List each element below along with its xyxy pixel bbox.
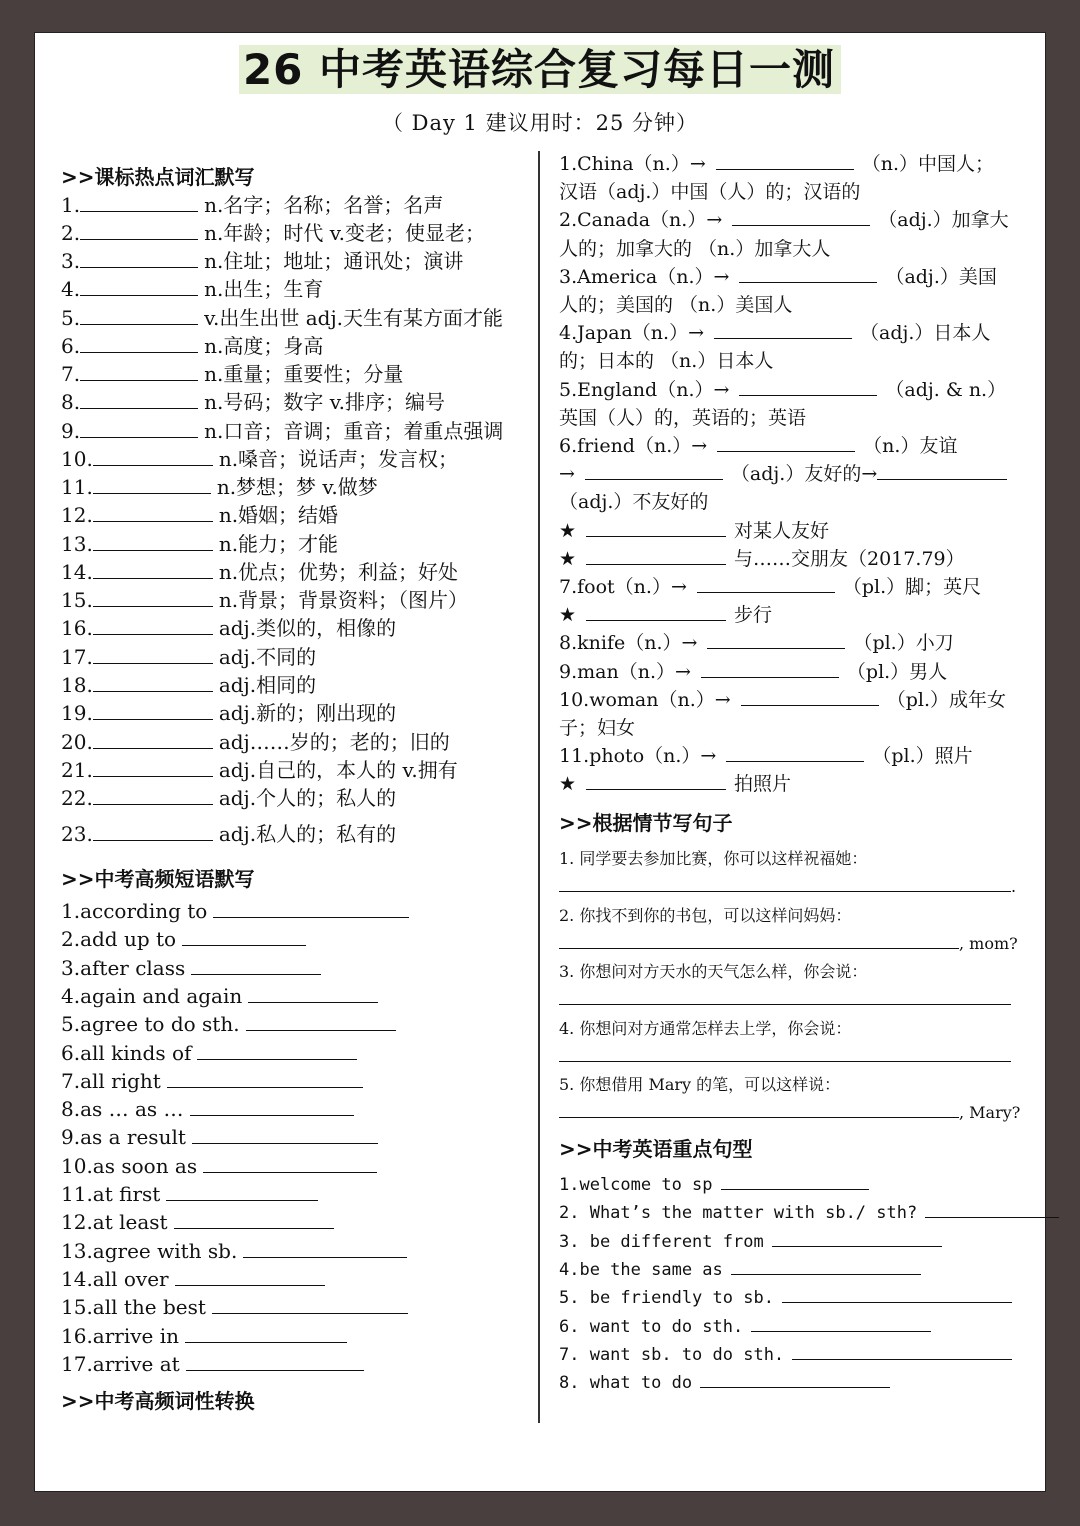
phrase-answer-blank[interactable] xyxy=(246,1012,396,1031)
pattern-text: 5. be friendly to sb. xyxy=(559,1288,774,1309)
phrase-answer-blank[interactable] xyxy=(185,1324,347,1343)
vocab-meaning: n.嗓音；说话声；发言权； xyxy=(218,447,459,471)
phrase-item xyxy=(61,954,321,982)
vocab-item xyxy=(61,728,450,756)
phrase-answer-blank[interactable] xyxy=(213,899,409,918)
phrase-item xyxy=(61,1180,318,1208)
vocab-answer-blank[interactable] xyxy=(93,730,213,749)
vocab-meaning: n.优点；优势；利益；好处 xyxy=(218,560,459,584)
vocab-meaning: n.重量；重要性；分量 xyxy=(204,362,404,386)
phrase-text: 14.all over xyxy=(61,1266,169,1291)
phrase-text: 6.all kinds of xyxy=(61,1040,192,1065)
subtitle: （ Day 1 建议用时：25 分钟） xyxy=(381,111,698,135)
vocab-answer-blank[interactable] xyxy=(93,758,213,777)
conversion-item xyxy=(559,432,957,460)
vocab-meaning: n.婚姻；结婚 xyxy=(218,503,339,527)
pattern-text: 2. What’s the matter with sb./ sth? xyxy=(559,1203,918,1224)
vocab-answer-blank[interactable] xyxy=(80,362,198,381)
vocab-item xyxy=(61,219,485,247)
conversion-answer-blank[interactable] xyxy=(697,574,835,593)
vocab-answer-blank[interactable] xyxy=(93,588,213,607)
conversion-item xyxy=(559,686,1006,714)
conversion-answer-blank[interactable] xyxy=(585,461,723,480)
vocab-item xyxy=(61,530,338,558)
vocab-answer-blank[interactable] xyxy=(93,475,211,494)
vocab-meaning: n.名字；名称；名誉；名声 xyxy=(204,193,444,217)
vocab-answer-blank[interactable] xyxy=(93,503,213,522)
pattern-text: 3. be different from xyxy=(559,1231,764,1252)
sentence-ending: . xyxy=(1011,877,1017,896)
phrase-text: 2.add up to xyxy=(61,927,177,952)
conversion-item xyxy=(559,404,806,432)
sentence-answer-blank[interactable] xyxy=(559,1099,959,1118)
vocab-answer-blank[interactable] xyxy=(80,221,198,240)
vocab-item xyxy=(61,304,503,332)
phrase-answer-blank[interactable] xyxy=(186,1352,364,1371)
section-title-phrases: >>中考高频短语默写 xyxy=(61,867,255,891)
conversion-answer-blank[interactable] xyxy=(586,546,726,565)
conversion-answer-blank[interactable] xyxy=(732,207,870,226)
conversion-prompt: ★ xyxy=(559,519,577,542)
conversion-meaning: （n.）友谊 xyxy=(863,435,958,457)
sentence-answer xyxy=(559,930,1018,958)
sentence-prompt: 2. 你找不到你的书包，可以这样问妈妈： xyxy=(559,905,852,925)
vocab-number: 7. xyxy=(61,362,81,386)
phrase-text: 3.after class xyxy=(61,955,186,980)
conversion-meaning: 拍照片 xyxy=(734,773,792,796)
vocab-item xyxy=(61,614,396,642)
vocab-item xyxy=(61,247,463,275)
conversion-item xyxy=(559,376,1006,404)
conversion-meaning: （pl.）照片 xyxy=(872,745,973,768)
vocab-answer-blank[interactable] xyxy=(93,560,213,579)
phrase-text: 15.all the best xyxy=(61,1295,206,1320)
vocab-answer-blank[interactable] xyxy=(80,193,198,212)
conversion-item xyxy=(559,742,973,770)
sentence-answer xyxy=(559,986,1011,1014)
section-title-patterns: >>中考英语重点句型 xyxy=(559,1137,753,1161)
phrase-text: 12.at least xyxy=(61,1210,168,1235)
conversion-prompt: 4.Japan（n.）→ xyxy=(559,322,704,345)
conversion-meaning: 与……交朋友（2017.79） xyxy=(734,547,965,570)
phrase-item xyxy=(61,1322,347,1350)
conversion-prompt: → xyxy=(559,463,575,486)
conversion-answer-blank[interactable] xyxy=(877,461,1007,480)
phrase-answer-blank[interactable] xyxy=(190,1097,354,1116)
phrase-item xyxy=(61,982,378,1010)
conversion-meaning: （n.）中国人； xyxy=(861,153,995,175)
conversion-item xyxy=(559,714,635,742)
vocab-number: 4. xyxy=(61,277,81,301)
vocab-meaning: v.出生出世 adj.天生有某方面才能 xyxy=(204,306,504,330)
vocab-answer-blank[interactable] xyxy=(93,616,213,635)
conversion-prompt: ★ xyxy=(559,547,577,570)
phrase-answer-blank[interactable] xyxy=(243,1239,407,1258)
phrase-item xyxy=(61,1293,408,1321)
vocab-item xyxy=(61,332,323,360)
phrase-answer-blank[interactable] xyxy=(175,1267,325,1286)
vocab-meaning: n.年龄；时代 v.变老；使显老； xyxy=(204,221,485,245)
conversion-meaning: 对某人友好 xyxy=(734,519,830,542)
vocab-item xyxy=(61,699,396,727)
vocab-answer-blank[interactable] xyxy=(80,334,198,353)
vocab-number: 13. xyxy=(61,532,93,556)
phrase-text: 8.as … as … xyxy=(61,1097,184,1122)
title-text: 26 中考英语综合复习每日一测 xyxy=(239,45,841,94)
conversion-item xyxy=(559,460,1007,488)
phrase-text: 11.at first xyxy=(61,1182,161,1206)
sentence-answer xyxy=(559,1099,1020,1127)
vocab-answer-blank[interactable] xyxy=(93,645,213,664)
vocab-answer-blank[interactable] xyxy=(80,419,198,438)
conversion-item xyxy=(559,488,708,516)
conversion-prompt: 5.England（n.）→ xyxy=(559,378,730,401)
vocab-meaning: n.背景；背景资料；（图片） xyxy=(218,588,469,612)
phrase-item xyxy=(61,1152,377,1180)
vocab-answer-blank[interactable] xyxy=(93,822,213,841)
phrase-answer-blank[interactable] xyxy=(182,927,306,946)
vocab-number: 1. xyxy=(61,193,81,217)
conversion-prompt: 6.friend（n.）→ xyxy=(559,435,708,457)
pattern-text: 1.welcome to sp xyxy=(559,1175,713,1195)
vocab-number: 18. xyxy=(61,673,93,697)
vocab-meaning: adj.个人的；私人的 xyxy=(218,786,397,810)
vocab-item xyxy=(61,445,458,473)
conversion-item xyxy=(559,150,994,178)
vocab-number: 20. xyxy=(61,730,93,754)
worksheet xyxy=(34,32,1046,1492)
vocab-item xyxy=(61,586,468,614)
page-title xyxy=(35,45,1045,95)
pattern-answer-blank[interactable] xyxy=(772,1228,942,1247)
phrase-text: 5.agree to do sth. xyxy=(61,1012,240,1037)
conversion-prompt: 10.woman（n.）→ xyxy=(559,688,731,711)
conversion-item xyxy=(559,178,860,206)
phrase-text: 17.arrive at xyxy=(61,1351,180,1376)
pattern-text: 6. want to do sth. xyxy=(559,1316,744,1337)
phrase-text: 10.as soon as xyxy=(61,1153,198,1178)
phrase-item xyxy=(61,1208,334,1236)
conversion-prompt: ★ xyxy=(559,604,577,627)
vocab-item xyxy=(61,275,323,303)
vocab-item xyxy=(61,671,316,699)
conversion-meaning: （adj.）加拿大 xyxy=(878,209,1009,232)
sentence-prompt: 1. 同学要去参加比赛，你可以这样祝福她： xyxy=(559,849,868,868)
vocab-number: 10. xyxy=(61,447,93,471)
conversion-answer-blank[interactable] xyxy=(717,433,855,452)
phrase-answer-blank[interactable] xyxy=(203,1154,377,1173)
pattern-item xyxy=(559,1313,931,1341)
conversion-prompt: 11.photo（n.）→ xyxy=(559,745,717,768)
phrase-answer-blank[interactable] xyxy=(212,1295,408,1314)
vocab-answer-blank[interactable] xyxy=(80,249,198,268)
sentence-ending: , mom? xyxy=(959,933,1018,953)
phrase-item xyxy=(61,1039,357,1067)
conversion-prompt: 英国（人）的，英语的；英语 xyxy=(559,406,807,429)
vocab-number: 2. xyxy=(61,221,81,245)
pattern-answer-blank[interactable] xyxy=(782,1284,1012,1303)
vocab-meaning: adj.新的；刚出现的 xyxy=(218,701,397,725)
phrase-item xyxy=(61,897,409,925)
vocab-item xyxy=(61,473,378,501)
phrase-item xyxy=(61,1067,363,1095)
pattern-item xyxy=(559,1228,942,1256)
vocab-number: 12. xyxy=(61,503,93,527)
vocab-meaning: n.住址；地址；通讯处；演讲 xyxy=(204,249,464,273)
vocab-meaning: adj.相同的 xyxy=(218,673,317,697)
conversion-prompt: ★ xyxy=(559,773,577,796)
pattern-answer-blank[interactable] xyxy=(751,1313,931,1332)
conversion-prompt: 汉语（adj.）中国（人）的；汉语的 xyxy=(559,181,861,204)
conversion-answer-blank[interactable] xyxy=(586,518,726,537)
conversion-prompt: 2.Canada（n.）→ xyxy=(559,209,723,232)
section-title-conversion: >>中考高频词性转换 xyxy=(61,1389,255,1413)
vocab-answer-blank[interactable] xyxy=(93,701,213,720)
conversion-meaning: （pl.）成年女 xyxy=(886,688,1006,711)
sentence-answer-blank[interactable] xyxy=(559,1043,1011,1062)
section-title-sentences: >>根据情节写句子 xyxy=(559,811,733,835)
pattern-answer-blank[interactable] xyxy=(925,1199,1059,1218)
pattern-item xyxy=(559,1369,890,1397)
vocab-number: 15. xyxy=(61,588,93,612)
vocab-number: 6. xyxy=(61,334,81,358)
phrase-answer-blank[interactable] xyxy=(197,1041,357,1060)
vocab-meaning: adj.不同的 xyxy=(218,645,317,669)
conversion-meaning: （pl.）男人 xyxy=(846,660,948,683)
phrase-item xyxy=(61,1265,325,1293)
vocab-item xyxy=(61,756,458,784)
sentence-answer xyxy=(559,1043,1011,1071)
conversion-item xyxy=(559,235,830,263)
phrase-item xyxy=(61,1237,407,1265)
vocab-item xyxy=(61,360,403,388)
vocab-item xyxy=(61,388,445,416)
vocab-number: 14. xyxy=(61,560,93,584)
vocab-item xyxy=(61,558,458,586)
conversion-meaning: （adj.）日本人 xyxy=(860,322,991,345)
phrase-item xyxy=(61,1350,364,1378)
vocab-meaning: n.口音；音调；重音；着重点强调 xyxy=(204,419,504,443)
vocab-item xyxy=(61,784,396,812)
sentence-prompt: 5. 你想借用 Mary 的笔，可以这样说： xyxy=(559,1075,841,1094)
phrase-text: 7.all right xyxy=(61,1068,161,1093)
conversion-item xyxy=(559,573,981,601)
phrase-item xyxy=(61,1123,378,1151)
conversion-meaning: （adj. & n.） xyxy=(885,378,1007,401)
conversion-answer-blank[interactable] xyxy=(707,630,845,649)
conversion-answer-blank[interactable] xyxy=(739,264,877,283)
conversion-item xyxy=(559,629,954,657)
conversion-meaning: （pl.）小刀 xyxy=(853,632,954,655)
conversion-answer-blank[interactable] xyxy=(726,743,864,762)
conversion-meaning: （adj.）美国 xyxy=(885,265,997,288)
phrase-answer-blank[interactable] xyxy=(166,1182,318,1201)
vocab-meaning: n.出生；生育 xyxy=(204,277,324,301)
vocab-number: 22. xyxy=(61,786,93,810)
sentence-answer-blank[interactable] xyxy=(559,930,959,949)
phrase-answer-blank[interactable] xyxy=(191,956,321,975)
conversion-item xyxy=(559,601,772,629)
conversion-item xyxy=(559,206,1009,234)
conversion-item xyxy=(559,545,965,573)
vocab-number: 16. xyxy=(61,616,93,640)
conversion-item xyxy=(559,658,947,686)
vocab-item xyxy=(61,820,396,848)
vocab-item xyxy=(61,643,316,671)
pattern-item xyxy=(559,1341,1012,1369)
conversion-answer-blank[interactable] xyxy=(741,687,879,706)
conversion-prompt: 人的；加拿大的 （n.）加拿大人 xyxy=(559,237,831,260)
pattern-text: 7. want sb. to do sth. xyxy=(559,1344,785,1365)
pattern-answer-blank[interactable] xyxy=(700,1369,890,1388)
phrase-item xyxy=(61,1095,354,1123)
sentence-answer-blank[interactable] xyxy=(559,873,1011,892)
conversion-meaning: 步行 xyxy=(734,604,773,627)
vocab-number: 17. xyxy=(61,645,93,669)
conversion-prompt: 8.knife（n.）→ xyxy=(559,632,698,655)
sentence-answer xyxy=(559,873,1016,901)
vocab-number: 9. xyxy=(61,419,81,443)
conversion-prompt: 子；妇女 xyxy=(559,717,636,739)
pattern-answer-blank[interactable] xyxy=(731,1256,921,1275)
vocab-answer-blank[interactable] xyxy=(80,277,198,296)
conversion-answer-blank[interactable] xyxy=(586,771,726,790)
phrase-answer-blank[interactable] xyxy=(167,1069,363,1088)
conversion-prompt: 3.America（n.）→ xyxy=(559,265,730,288)
vocab-answer-blank[interactable] xyxy=(93,532,213,551)
phrase-item xyxy=(61,1010,396,1038)
phrase-text: 9.as a result xyxy=(61,1125,186,1150)
conversion-answer-blank[interactable] xyxy=(716,151,854,170)
conversion-answer-blank[interactable] xyxy=(739,377,877,396)
conversion-answer-blank[interactable] xyxy=(701,659,839,678)
vocab-item xyxy=(61,417,503,445)
conversion-item xyxy=(559,770,791,798)
pattern-answer-blank[interactable] xyxy=(721,1171,869,1190)
vocab-item xyxy=(61,501,338,529)
vocab-answer-blank[interactable] xyxy=(93,786,213,805)
conversion-prompt: 7.foot（n.）→ xyxy=(559,576,687,598)
phrase-answer-blank[interactable] xyxy=(248,984,378,1003)
phrase-text: 1.according to xyxy=(61,899,208,923)
vocab-meaning: adj.自己的，本人的 v.拥有 xyxy=(218,758,458,782)
vocab-number: 19. xyxy=(61,701,93,725)
pattern-text: 8. what to do xyxy=(559,1373,693,1394)
vocab-answer-blank[interactable] xyxy=(80,306,198,325)
conversion-answer-blank[interactable] xyxy=(586,602,726,621)
phrase-item xyxy=(61,925,306,953)
phrase-text: 4.again and again xyxy=(61,983,243,1008)
conversion-item xyxy=(559,291,792,319)
pattern-item xyxy=(559,1171,869,1199)
column-divider xyxy=(538,151,540,1423)
sentence-ending: , Mary? xyxy=(959,1103,1021,1122)
conversion-item xyxy=(559,319,990,347)
pattern-item xyxy=(559,1284,1012,1312)
pattern-answer-blank[interactable] xyxy=(792,1341,1012,1360)
vocab-number: 5. xyxy=(61,306,81,330)
vocab-meaning: adj.私人的；私有的 xyxy=(218,822,397,846)
conversion-meaning: （adj.）友好的→ xyxy=(730,463,878,486)
sentence-prompt: 3. 你想问对方天水的天气怎么样，你会说： xyxy=(559,962,868,981)
vocab-meaning: n.能力；才能 xyxy=(218,532,339,556)
conversion-prompt: 人的；美国的 （n.）美国人 xyxy=(559,294,793,316)
vocab-number: 21. xyxy=(61,758,93,782)
conversion-prompt: 9.man（n.）→ xyxy=(559,660,691,683)
vocab-meaning: adj.类似的，相像的 xyxy=(218,616,397,640)
sentence-answer-blank[interactable] xyxy=(559,986,1011,1005)
conversion-answer-blank[interactable] xyxy=(714,320,852,339)
pattern-item xyxy=(559,1256,921,1284)
conversion-meaning: （pl.）脚；英尺 xyxy=(842,576,982,598)
vocab-meaning: adj……岁的；老的；旧的 xyxy=(218,730,450,754)
conversion-item xyxy=(559,263,997,291)
phrase-answer-blank[interactable] xyxy=(192,1125,378,1144)
vocab-number: 23. xyxy=(61,822,93,846)
vocab-meaning: n.高度；身高 xyxy=(204,334,324,358)
vocab-answer-blank[interactable] xyxy=(80,390,198,409)
pattern-item xyxy=(559,1199,1059,1227)
vocab-number: 3. xyxy=(61,249,81,273)
conversion-item xyxy=(559,347,773,375)
vocab-meaning: n.梦想；梦 v.做梦 xyxy=(216,475,378,499)
vocab-meaning: n.号码；数字 v.排序；编号 xyxy=(204,390,445,414)
vocab-answer-blank[interactable] xyxy=(93,673,213,692)
conversion-prompt: 1.China（n.）→ xyxy=(559,153,706,175)
pattern-text: 4.be the same as xyxy=(559,1259,723,1280)
vocab-number: 8. xyxy=(61,390,81,414)
vocab-number: 11. xyxy=(61,475,93,499)
vocab-answer-blank[interactable] xyxy=(93,447,213,466)
section-title-vocab: >>课标热点词汇默写 xyxy=(61,165,255,189)
phrase-text: 16.arrive in xyxy=(61,1323,180,1348)
conversion-item xyxy=(559,517,829,545)
vocab-item xyxy=(61,191,443,219)
conversion-prompt: （adj.）不友好的 xyxy=(559,491,709,514)
phrase-text: 13.agree with sb. xyxy=(61,1238,238,1263)
conversion-prompt: 的；日本的 （n.）日本人 xyxy=(559,350,774,373)
sentence-prompt: 4. 你想问对方通常怎样去上学，你会说： xyxy=(559,1018,852,1038)
phrase-answer-blank[interactable] xyxy=(174,1210,334,1229)
